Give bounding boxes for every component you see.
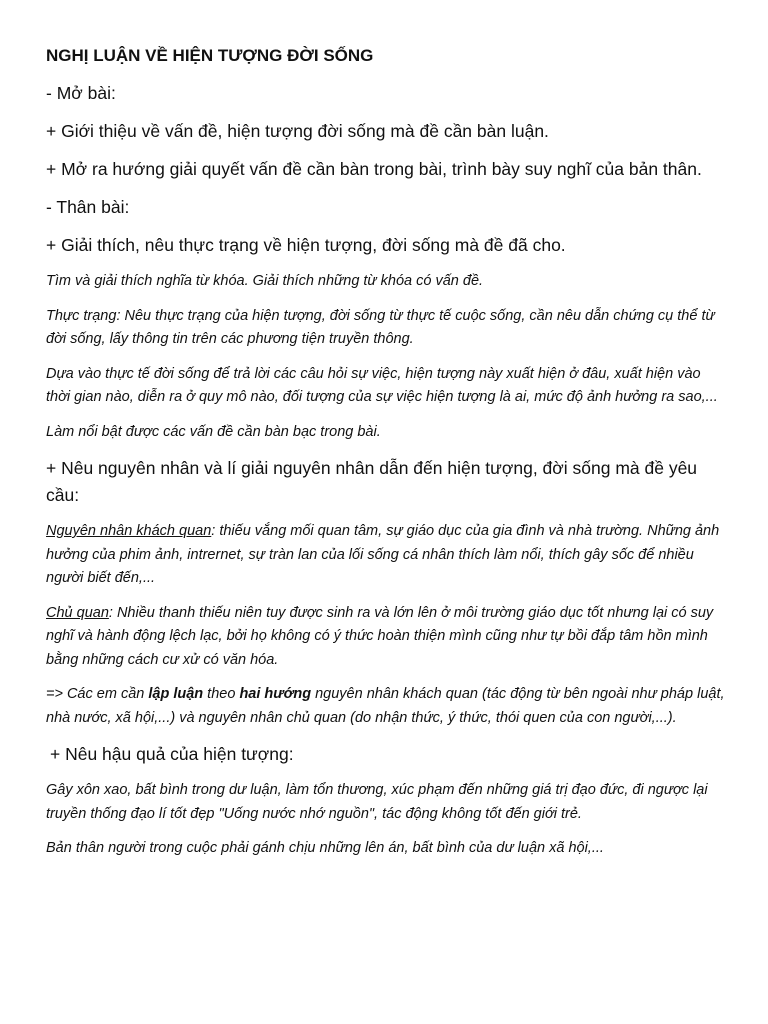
than-bai-heading: - Thân bài:	[46, 197, 130, 217]
giai-thich-heading: + Giải thích, nêu thực trạng về hiện tượng, đời sống mà đề đã cho.	[46, 235, 566, 255]
ket-part-3: nguyên nhân khách quan (tác động từ bên ngoài như pháp luật, nhà nước, xã hội,...) và nguyên nhân chủ quan (do nhận thức, ý thức, thói quen của con người,...).	[46, 686, 725, 726]
nguyen-nhan-chu-quan	[46, 602, 728, 673]
khach-quan-text: : thiếu vắng mối quan tâm, sự giáo dục của gia đình và nhà trường. Những ảnh hưởng của phim ảnh, intrernet, sự tràn lan của lối sống cá nhân thích làm nổi, thích gây sốc để nhiều người biết đến,...	[46, 523, 720, 586]
ket-bold-hai-huong: hai hướng	[239, 686, 312, 702]
giai-thich-paragraph-3: Dựa vào thực tế đời sống để trả lời các câu hỏi sự việc, hiện tượng này xuất hiện ở đâu, xuất hiện vào thời gian nào, diễn ra ở quy mô nào, đối tượng của sự việc hiện tượng là ai, mức độ ảnh hưởng ra sao,...	[46, 365, 718, 405]
nguyen-nhan-ket-luan	[46, 683, 728, 730]
mo-bai-heading: - Mở bài:	[46, 83, 116, 103]
chu-quan-label: Chủ quan	[46, 604, 109, 621]
document-title: NGHỊ LUẬN VỀ HIỆN TƯỢNG ĐỜI SỐNG	[46, 46, 374, 65]
ket-part-1: => Các em cần	[46, 686, 149, 702]
giai-thich-paragraph-2: Thực trạng: Nêu thực trạng của hiện tượng, đời sống từ thực tế cuộc sống, cần nêu dẫn chứng cụ thể từ đời sống, lấy thông tin trên các phương tiện truyền thông.	[46, 307, 715, 347]
hau-qua-paragraph-2: Bản thân người trong cuộc phải gánh chịu những lên án, bất bình của dư luận xã hội,...	[46, 840, 604, 856]
mo-bai-item-1: + Giới thiệu về vấn đề, hiện tượng đời sống mà đề cần bàn luận.	[46, 121, 549, 141]
nguyen-nhan-khach-quan	[46, 520, 728, 591]
mo-bai-item-2: + Mở ra hướng giải quyết vấn đề cần bàn trong bài, trình bày suy nghĩ của bản thân.	[46, 159, 702, 179]
giai-thich-paragraph-4: Làm nổi bật được các vấn đề cần bàn bạc trong bài.	[46, 423, 381, 440]
giai-thich-paragraph-1: Tìm và giải thích nghĩa từ khóa. Giải thích những từ khóa có vấn đề.	[46, 273, 484, 289]
khach-quan-label: Nguyên nhân khách quan	[46, 523, 212, 539]
nguyen-nhan-heading: + Nêu nguyên nhân và lí giải nguyên nhân dẫn đến hiện tượng, đời sống mà đề yêu cầu:	[46, 458, 698, 505]
ket-bold-lap-luan: lập luận	[148, 686, 204, 702]
hau-qua-heading: + Nêu hậu quả của hiện tượng:	[50, 744, 294, 764]
hau-qua-paragraph-1: Gây xôn xao, bất bình trong dư luận, làm tổn thương, xúc phạm đến những giá trị đạo đức, đi ngược lại truyền thống đạo lí tốt đẹp "Uống nước nhớ nguồn", tác động không tốt đến giới trẻ.	[46, 782, 708, 822]
ket-part-2: theo	[203, 686, 240, 702]
chu-quan-text: : Nhiều thanh thiếu niên tuy được sinh ra và lớn lên ở môi trường giáo dục tốt nhưng lại có suy nghĩ và hành động lệch lạc, bởi họ không có ý thức hoàn thiện mình cũng như tự bồi đắp tâm hồn mình bằng những cách cư xử có văn hóa.	[46, 604, 714, 668]
